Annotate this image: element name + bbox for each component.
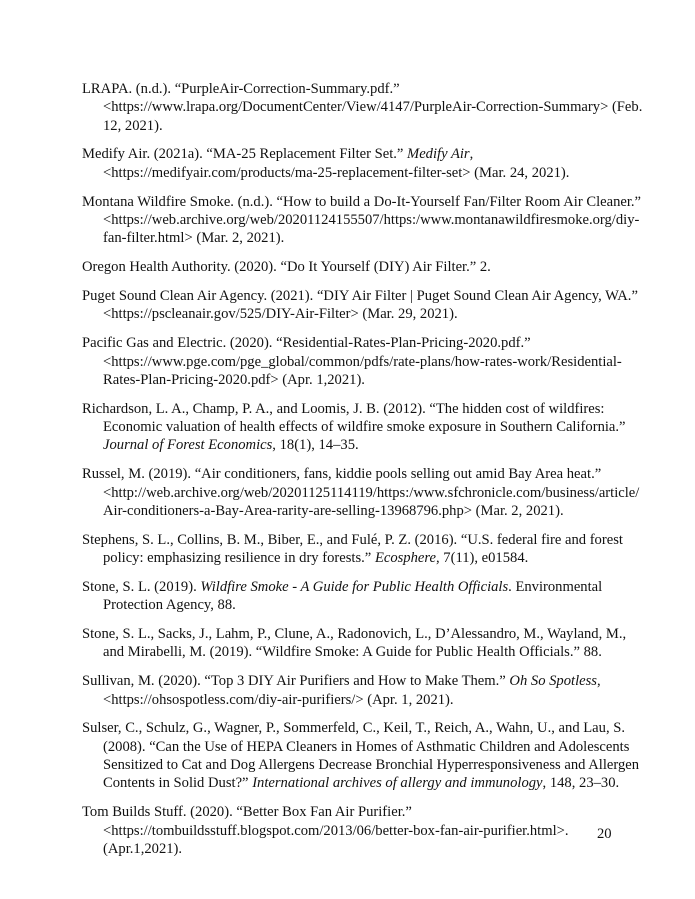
reference-line [82,531,623,549]
reference-line [103,229,617,247]
reference-text: Stephens, S. L., Collins, B. M., Biber, E., and Fulé, P. Z. (2016). “U.S. federal fire and forest [82,531,623,548]
reference-line [103,436,617,454]
reference-entry [82,334,622,389]
reference-entry [82,258,617,276]
reference-entry [82,400,626,455]
reference-text: Air-conditioners-a-Bay-Area-rarity-are-selling-13968796.php> (Mar. 2, 2021). [103,502,564,519]
reference-italic-text: Oh So Spotless [509,673,597,690]
page-number: 20 [597,826,612,842]
reference-text: , 148, 23–30. [542,775,620,792]
reference-text: Sulser, C., Schulz, G., Wagner, P., Sommerfeld, C., Keil, T., Reich, A., Wahn, U., and Lau, S. [82,720,626,737]
reference-line [82,258,617,276]
reference-text: Sensitized to Cat and Dog Allergens Decrease Bronchial Hyperresponsiveness and Allergen [103,757,640,774]
reference-line [103,738,630,756]
reference-text: Rates-Plan-Pricing-2020.pdf> (Apr. 1,2021). [103,371,365,388]
reference-line [82,193,642,211]
reference-text: <https://www.lrapa.org/DocumentCenter/View/4147/PurpleAir-Correction-Summary> (Feb. [103,99,643,116]
reference-line [82,719,626,737]
reference-line [103,756,640,774]
reference-text: Pacific Gas and Electric. (2020). “Residential-Rates-Plan-Pricing-2020.pdf.” [82,335,531,352]
reference-line [103,774,620,792]
reference-text: Tom Builds Stuff. (2020). “Better Box Fan Air Purifier.” [82,804,412,821]
reference-line [103,596,617,614]
reference-line [103,502,617,520]
reference-entry [82,193,642,248]
reference-text: Economic valuation of health effects of wildfire smoke exposure in Southern California.” [103,419,626,436]
reference-italic-text: Wildfire Smoke - A Guide for Public Health Officials [200,578,509,595]
reference-list [82,80,643,869]
reference-text: Protection Agency, 88. [103,597,236,614]
reference-text: <https://ohsospotless.com/diy-air-purifiers/> (Apr. 1, 2021). [103,691,454,708]
reference-text: Stone, S. L., Sacks, J., Lahm, P., Clune, A., Radonovich, L., D’Alessandro, M., Wayland, M., [82,626,627,643]
reference-text: Richardson, L. A., Champ, P. A., and Loomis, J. B. (2012). “The hidden cost of wildfires: [82,400,605,417]
reference-text: Medify Air. (2021a). “MA-25 Replacement Filter Set.” [82,146,408,163]
reference-line [82,80,617,98]
reference-text: (Apr.1,2021). [103,840,183,857]
reference-text: and Mirabelli, M. (2019). “Wildfire Smoke: A Guide for Public Health Officials.” 88. [103,644,602,661]
reference-text: (2008). “Can the Use of HEPA Cleaners in Homes of Asthmatic Children and Adolescents [103,738,630,755]
reference-line [103,98,643,116]
reference-line [103,691,617,709]
reference-text: , 18(1), 14–35. [272,437,359,454]
reference-line [103,211,640,229]
reference-line [103,164,617,182]
reference-line [82,672,617,690]
reference-line [103,371,617,389]
reference-text: , [596,673,601,690]
reference-text: Stone, S. L. (2019). [82,578,201,595]
reference-text: Russel, M. (2019). “Air conditioners, fans, kiddie pools selling out amid Bay Area heat.” [82,466,602,483]
reference-line [82,465,617,483]
reference-text: <https://pscleanair.gov/525/DIY-Air-Filter> (Mar. 29, 2021). [103,306,458,323]
reference-line [103,353,622,371]
reference-text: , 7(11), e01584. [436,549,529,566]
reference-line [103,117,617,135]
reference-line [82,287,638,305]
reference-text: fan-filter.html> (Mar. 2, 2021). [103,230,285,247]
reference-italic-text: Medify Air [407,146,470,163]
reference-text: LRAPA. (n.d.). “PurpleAir-Correction-Summary.pdf.” [82,81,400,97]
reference-entry [82,465,640,520]
reference-text: Montana Wildfire Smoke. (n.d.). “How to build a Do-It-Yourself Fan/Filter Room Air Cleaner.” [82,193,642,210]
reference-text: <https://tombuildsstuff.blogspot.com/2013/06/better-box-fan-air-purifier.html>. [103,822,569,839]
reference-text: <https://medifyair.com/products/ma-25-replacement-filter-set> (Mar. 24, 2021). [103,164,570,181]
reference-entry [82,531,623,568]
reference-italic-text: Journal of Forest Economics [103,437,273,454]
reference-text: Puget Sound Clean Air Agency. (2021). “DIY Air Filter | Puget Sound Clean Air Agency, WA.” [82,288,638,305]
reference-entry [82,672,617,709]
reference-text: <https://web.archive.org/web/20201124155507/https:/www.montanawildfiresmoke.org/diy- [103,211,640,228]
reference-line [82,803,617,821]
reference-text: . Environmental [508,578,603,595]
reference-line [103,822,617,840]
reference-text: Sullivan, M. (2020). “Top 3 DIY Air Purifiers and How to Make Them.” [82,673,510,690]
reference-entry [82,287,638,324]
reference-italic-text: Ecosphere [374,549,436,566]
reference-line [82,334,617,352]
reference-entry [82,578,617,615]
reference-italic-text: International archives of allergy and immunology [252,775,543,792]
reference-text: Contents in Solid Dust?” [103,775,253,792]
reference-text: 12, 2021). [103,117,163,134]
reference-line [103,549,617,567]
reference-line [103,484,640,502]
reference-line [103,418,626,436]
reference-text: <http://web.archive.org/web/20201125114119/https:/www.sfchronicle.com/business/article/ [103,484,640,501]
reference-text: policy: emphasizing resilience in dry forests.” [103,549,375,566]
reference-entry [82,803,617,858]
reference-line [103,840,617,858]
reference-line [82,145,617,163]
reference-entry [82,625,627,662]
reference-text: <https://www.pge.com/pge_global/common/pdfs/rate-plans/how-rates-work/Residential- [103,353,622,370]
reference-entry [82,145,617,182]
reference-line [82,578,617,596]
reference-text: Oregon Health Authority. (2020). “Do It Yourself (DIY) Air Filter.” 2. [82,259,491,276]
reference-line [82,400,617,418]
reference-line [103,305,617,323]
reference-entry [82,80,643,135]
reference-line [103,643,617,661]
reference-line [82,625,627,643]
reference-entry [82,719,640,792]
reference-text: , [469,146,474,163]
